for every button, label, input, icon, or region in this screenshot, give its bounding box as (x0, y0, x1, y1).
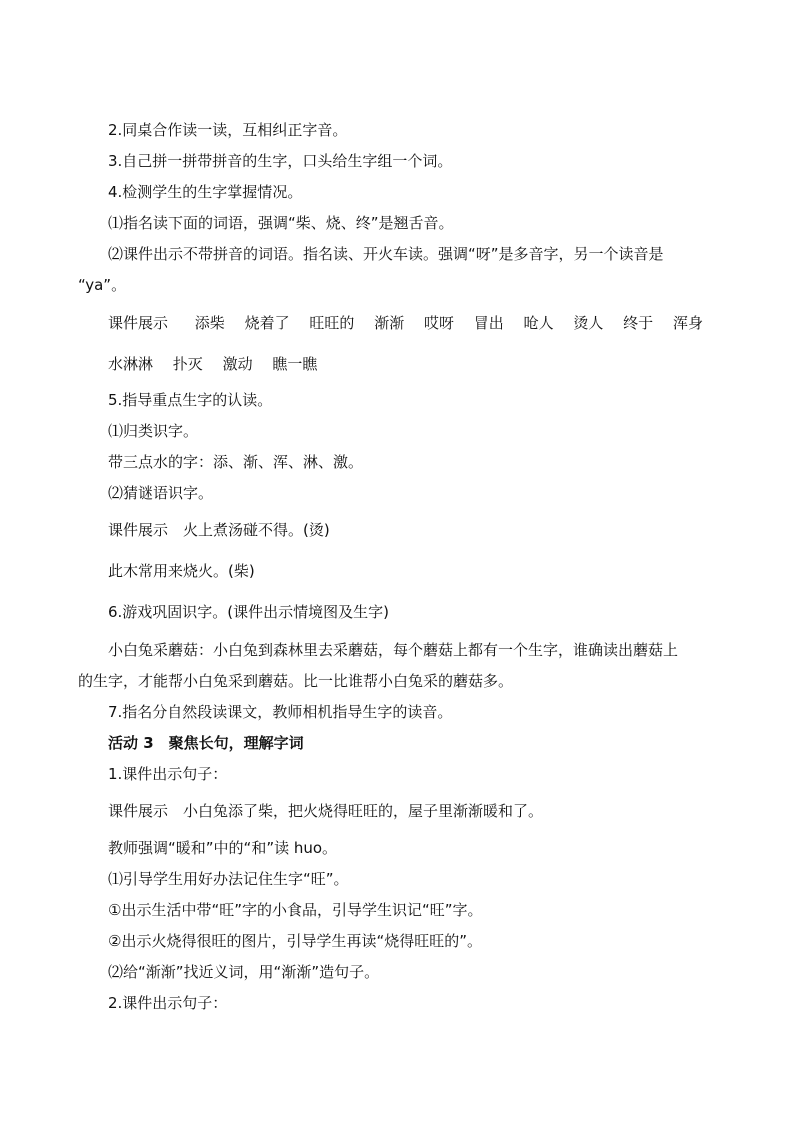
activity-3-sub-1: ⑴引导学生用好办法记住生字“旺”。 (108, 870, 349, 888)
step-4: 4.检测学生的生字掌握情况。 (108, 183, 303, 201)
game-description-cont: 的生字，才能帮小白兔采到蘑菇。比一比谁帮小白兔采的蘑菇多。 (78, 672, 514, 690)
word-item: 添柴 (194, 314, 225, 332)
activity-3-sub-2: ⑵给“渐渐”找近义词，用“渐渐”造句子。 (108, 963, 380, 981)
riddle-2: 此木常用来烧火。(柴) (108, 562, 255, 580)
step-4-sub-2: ⑵课件出示不带拼音的词语。指名读、开火车读。强调“呀”是多音字，另一个读音是 (108, 245, 664, 263)
sentence-display-1: 课件展示 小白兔添了柴，把火烧得旺旺的，屋子里渐渐暖和了。 (108, 802, 544, 820)
word-display-label: 课件展示 (108, 314, 169, 332)
riddle-1: 课件展示 火上煮汤碰不得。(烫) (108, 521, 330, 539)
step-4-sub-2-cont: “ya”。 (78, 276, 127, 294)
word-item: 哎呀 (423, 314, 454, 332)
step-3: 3.自己拼一拼带拼音的生字，口头给生字组一个词。 (108, 152, 453, 170)
activity-3-sub-1-a: ①出示生活中带“旺”字的小食品，引导学生识记“旺”字。 (108, 901, 483, 919)
step-5-sub-1: ⑴归类识字。 (108, 422, 199, 440)
step-2: 2.同桌合作读一读，互相纠正字音。 (108, 121, 348, 139)
word-item: 瞧一瞧 (272, 355, 318, 373)
word-item: 烧着了 (244, 314, 290, 332)
activity-3-step-2: 2.课件出示句子： (108, 994, 228, 1012)
step-5-sub-2: ⑵猜谜语识字。 (108, 484, 214, 502)
word-item: 冒出 (473, 314, 504, 332)
game-description: 小白兔采蘑菇：小白兔到森林里去采蘑菇，每个蘑菇上都有一个生字，谁确读出蘑菇上 (108, 641, 679, 659)
word-item: 终于 (623, 314, 654, 332)
word-item: 浑身 (672, 314, 703, 332)
word-display-row-1 (108, 313, 718, 333)
activity-3-step-1: 1.课件出示句子： (108, 765, 228, 783)
word-item: 烫人 (573, 314, 604, 332)
word-item: 水淋淋 (108, 355, 154, 373)
word-item: 激动 (222, 355, 253, 373)
step-5-sub-1-text: 带三点水的字：添、渐、浑、淋、激。 (108, 453, 364, 471)
word-item: 呛人 (523, 314, 554, 332)
activity-3-sub-1-b: ②出示火烧得很旺的图片，引导学生再读“烧得旺旺的”。 (108, 932, 482, 950)
activity-3-heading: 活动 3 聚焦长句，理解字词 (108, 734, 304, 752)
step-6: 6.游戏巩固识字。(课件出示情境图及生字) (108, 603, 390, 621)
pronunciation-note: 教师强调“暖和”中的“和”读 huo。 (108, 839, 338, 857)
word-item: 旺旺的 (309, 314, 355, 332)
step-4-sub-1: ⑴指名读下面的词语，强调“柴、烧、终”是翘舌音。 (108, 214, 454, 232)
step-7: 7.指名分自然段读课文，教师相机指导生字的读音。 (108, 703, 453, 721)
word-item: 扑灭 (172, 355, 203, 373)
word-display-row-2 (108, 354, 332, 374)
step-5: 5.指导重点生字的认读。 (108, 391, 273, 409)
word-item: 渐渐 (374, 314, 405, 332)
